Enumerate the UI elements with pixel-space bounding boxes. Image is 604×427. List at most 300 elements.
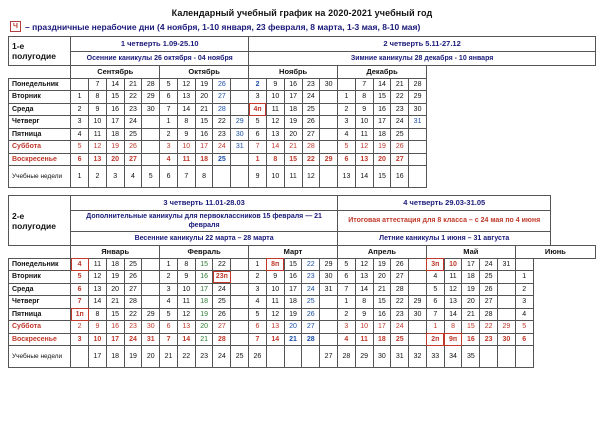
cell: 17 <box>195 141 213 154</box>
cell: 25 <box>302 296 320 309</box>
cell: 19 <box>373 141 391 154</box>
cell: 3 <box>337 321 355 334</box>
cell: 3 <box>71 116 89 129</box>
semester2-label: 2-е полугодие <box>9 196 71 246</box>
cell <box>409 333 427 346</box>
cell: 16 <box>106 103 124 116</box>
cell: 1 <box>426 321 444 334</box>
day-label-wednesday-2: Среда <box>9 283 71 296</box>
term3-note-2: Весенние каникулы 22 марта – 28 марта <box>71 231 338 246</box>
table-row <box>9 103 596 116</box>
cell: 13 <box>89 153 107 166</box>
cell: 30 <box>320 271 338 284</box>
table-row <box>9 321 596 334</box>
cell <box>320 103 338 116</box>
cell <box>533 321 551 334</box>
day-label-sunday: Воскресенье <box>9 153 71 166</box>
cell: 8п <box>266 258 284 271</box>
cell: 11 <box>355 333 373 346</box>
cell: 12 <box>177 308 195 321</box>
cell: 18 <box>373 128 391 141</box>
cell <box>409 153 427 166</box>
term3-note-1: Дополнительные каникулы для первоклассников 15 февраля — 21 февраля <box>71 210 338 231</box>
cell: 24 <box>124 333 142 346</box>
cell: 14 <box>355 166 373 188</box>
cell: 29 <box>231 116 249 129</box>
term1-note: Осенние каникулы 26 октября - 04 ноября <box>71 51 249 66</box>
semester1-month-row <box>9 66 596 79</box>
cell: 15 <box>284 153 302 166</box>
cell: 22 <box>213 258 231 271</box>
cell: 8 <box>266 153 284 166</box>
term4-title: 4 четверть 29.03-31.05 <box>337 196 550 211</box>
semester1-term-header-row <box>9 37 596 52</box>
cell: 19 <box>195 308 213 321</box>
cell: 17 <box>373 321 391 334</box>
cell: 22 <box>213 116 231 129</box>
cell: 22 <box>302 153 320 166</box>
month-november: Ноябрь <box>249 66 338 79</box>
cell: 4 <box>338 128 356 141</box>
cell: 16 <box>195 128 213 141</box>
cell: 7 <box>160 103 178 116</box>
cell: 10 <box>89 116 107 129</box>
cell: 6 <box>338 153 356 166</box>
cell <box>409 166 427 188</box>
cell: 7 <box>177 166 195 188</box>
cell: 24 <box>391 321 409 334</box>
cell <box>498 283 516 296</box>
cell: 27 <box>320 346 338 368</box>
day-label-tuesday-2: Вторник <box>9 271 71 284</box>
cell: 8 <box>177 116 195 129</box>
cell: 28 <box>391 283 409 296</box>
cell: 13 <box>266 128 284 141</box>
cell: 31 <box>320 283 338 296</box>
cell: 12 <box>89 271 107 284</box>
cell <box>231 166 249 188</box>
cell: 28 <box>213 333 231 346</box>
cell: 1 <box>515 271 533 284</box>
cell: 19 <box>106 141 124 154</box>
cell: 27 <box>213 321 231 334</box>
cell: 19 <box>462 283 480 296</box>
cell <box>320 308 338 321</box>
cell: 13 <box>338 166 356 188</box>
cell: 27 <box>124 153 142 166</box>
cell <box>533 296 551 309</box>
cell: 13 <box>177 91 195 104</box>
cell: 27 <box>124 283 142 296</box>
cell: 22 <box>124 308 142 321</box>
cell <box>231 271 249 284</box>
cell <box>426 78 595 91</box>
cell <box>231 258 249 271</box>
cell: 12 <box>355 258 373 271</box>
cell: 8 <box>89 91 107 104</box>
cell: 30 <box>320 78 338 91</box>
cell: 7 <box>89 78 107 91</box>
cell: 29 <box>142 91 160 104</box>
semester1-tail <box>426 66 595 79</box>
semester1-table <box>8 36 596 188</box>
cell: 24 <box>391 116 409 129</box>
semester2-table <box>8 195 596 368</box>
cell: 16 <box>284 78 302 91</box>
table-row <box>9 333 596 346</box>
cell <box>515 346 533 368</box>
month-september: Сентябрь <box>71 66 160 79</box>
semester1-label: 1-е полугодие <box>9 37 71 66</box>
cell <box>320 141 338 154</box>
cell: 30 <box>231 128 249 141</box>
cell <box>533 271 551 284</box>
cell: 5 <box>338 141 356 154</box>
cell: 6 <box>160 321 178 334</box>
cell: 18 <box>195 296 213 309</box>
cell: 9 <box>89 103 107 116</box>
cell: 2 <box>71 321 89 334</box>
cell: 6 <box>426 296 444 309</box>
semester1-corner <box>9 66 71 79</box>
cell <box>409 271 427 284</box>
cell <box>409 128 427 141</box>
cell: 11 <box>89 128 107 141</box>
cell <box>142 271 160 284</box>
cell: 14 <box>266 141 284 154</box>
cell: 30 <box>142 321 160 334</box>
cell: 1 <box>71 91 89 104</box>
cell: 21 <box>391 78 409 91</box>
weeks-label-2: Учебные недели <box>9 346 71 368</box>
page-title: Календарный учебный график на 2020-2021 учебный год <box>171 8 433 18</box>
cell: 2 <box>338 103 356 116</box>
cell <box>533 283 551 296</box>
cell: 25 <box>391 333 409 346</box>
cell <box>426 103 595 116</box>
cell: 10 <box>177 283 195 296</box>
cell: 9 <box>266 271 284 284</box>
cell: 23 <box>391 103 409 116</box>
cell: 5 <box>515 321 533 334</box>
cell: 25 <box>213 153 231 166</box>
cell: 3 <box>71 333 89 346</box>
cell: 4 <box>124 166 142 188</box>
cell: 27 <box>480 296 498 309</box>
cell: 26 <box>124 141 142 154</box>
cell: 3 <box>160 283 178 296</box>
cell: 34 <box>444 346 462 368</box>
cell: 25 <box>391 128 409 141</box>
cell: 5 <box>337 258 355 271</box>
cell: 15 <box>195 258 213 271</box>
cell: 1 <box>160 116 178 129</box>
cell: 29 <box>320 258 338 271</box>
table-row <box>9 78 596 91</box>
table-row <box>9 141 596 154</box>
cell: 5 <box>249 116 267 129</box>
cell: 24 <box>124 116 142 129</box>
cell: 31 <box>142 333 160 346</box>
cell: 4 <box>160 296 178 309</box>
cell <box>409 283 427 296</box>
term4-note-1: Итоговая аттестация для 8 класса – с 24 мая по 4 июня <box>337 210 550 231</box>
cell: 9 <box>249 166 267 188</box>
cell: 1 <box>338 91 356 104</box>
cell <box>498 296 516 309</box>
cell: 16 <box>106 321 124 334</box>
cell: 25 <box>124 258 142 271</box>
term4-note-2: Летние каникулы 1 июня – 31 августа <box>337 231 550 246</box>
cell: 6 <box>160 91 178 104</box>
cell: 20 <box>462 296 480 309</box>
cell <box>231 321 249 334</box>
cell: 2 <box>160 128 178 141</box>
cell: 9 <box>355 308 373 321</box>
cell: 14 <box>89 296 107 309</box>
cell: 18 <box>373 333 391 346</box>
cell: 19 <box>284 308 302 321</box>
cell: 7 <box>337 283 355 296</box>
cell <box>213 166 231 188</box>
cell: 11 <box>177 296 195 309</box>
cell: 19 <box>373 258 391 271</box>
cell: 9 <box>266 78 284 91</box>
cell: 11 <box>284 166 302 188</box>
cell <box>409 321 427 334</box>
cell: 19 <box>195 78 213 91</box>
cell: 10 <box>89 333 107 346</box>
cell: 16 <box>284 271 302 284</box>
cell: 11 <box>444 271 462 284</box>
cell <box>533 258 551 271</box>
cell: 21 <box>106 296 124 309</box>
cell: 17 <box>195 283 213 296</box>
cell <box>426 141 595 154</box>
cell: 21 <box>195 103 213 116</box>
cell: 18 <box>284 103 302 116</box>
cell: 1 <box>249 153 267 166</box>
cell <box>231 283 249 296</box>
cell: 12 <box>355 141 373 154</box>
cell: 2 <box>89 166 107 188</box>
cell: 18 <box>106 346 124 368</box>
cell: 17 <box>462 258 480 271</box>
cell: 30 <box>498 333 516 346</box>
cell: 12 <box>177 78 195 91</box>
cell: 6 <box>71 283 89 296</box>
cell: 30 <box>409 103 427 116</box>
cell <box>231 308 249 321</box>
cell: 13 <box>355 271 373 284</box>
cell: 22 <box>302 258 320 271</box>
cell: 28 <box>213 103 231 116</box>
cell: 23 <box>195 346 213 368</box>
cell <box>338 78 356 91</box>
cell: 5 <box>71 141 89 154</box>
cell: 6 <box>249 128 267 141</box>
month-january: Январь <box>71 246 160 259</box>
cell: 9 <box>89 321 107 334</box>
term2-title: 2 четверть 5.11-27.12 <box>249 37 596 52</box>
cell: 23 <box>213 128 231 141</box>
cell: 10 <box>355 321 373 334</box>
cell <box>533 346 551 368</box>
month-june: Июнь <box>515 246 595 259</box>
cell: 2 <box>249 78 267 91</box>
cell: 18 <box>106 128 124 141</box>
cell <box>320 333 338 346</box>
cell <box>320 116 338 129</box>
cell: 3 <box>338 116 356 129</box>
cell: 24 <box>213 346 231 368</box>
cell: 12 <box>302 166 320 188</box>
cell: 4 <box>71 128 89 141</box>
cell: 23 <box>302 271 320 284</box>
cell: 22 <box>177 346 195 368</box>
cell: 17 <box>373 116 391 129</box>
cell: 28 <box>409 78 427 91</box>
semester2-note-row-1 <box>9 210 596 231</box>
cell: 14 <box>106 78 124 91</box>
day-label-monday-2: Понедельник <box>9 258 71 271</box>
semester2-term-header-row <box>9 196 596 211</box>
cell: 19 <box>124 346 142 368</box>
cell: 31 <box>409 116 427 129</box>
cell: 3 <box>515 296 533 309</box>
cell <box>231 296 249 309</box>
cell: 7 <box>71 296 89 309</box>
cell: 30 <box>409 308 427 321</box>
cell: 14 <box>355 283 373 296</box>
cell: 2 <box>249 271 267 284</box>
cell: 4 <box>426 271 444 284</box>
table-row <box>9 116 596 129</box>
cell: 8 <box>444 321 462 334</box>
cell: 26 <box>302 116 320 129</box>
cell: 30 <box>373 346 391 368</box>
cell: 17 <box>284 283 302 296</box>
cell: 26 <box>302 308 320 321</box>
cell <box>426 116 595 129</box>
cell: 10 <box>355 116 373 129</box>
day-label-sunday-2: Воскресенье <box>9 333 71 346</box>
month-may: Май <box>426 246 515 259</box>
cell <box>142 116 160 129</box>
cell: 13 <box>266 321 284 334</box>
cell <box>480 346 498 368</box>
cell: 3 <box>249 283 267 296</box>
cell: 13 <box>355 153 373 166</box>
cell: 35 <box>462 346 480 368</box>
cell: 14 <box>266 333 284 346</box>
cell: 11 <box>266 296 284 309</box>
cell: 7 <box>160 333 178 346</box>
cell: 1 <box>249 258 267 271</box>
cell: 14 <box>177 103 195 116</box>
table-row <box>9 258 596 271</box>
cell: 26 <box>124 271 142 284</box>
weeks-row <box>9 166 596 188</box>
cell: 8 <box>355 91 373 104</box>
cell <box>231 91 249 104</box>
cell <box>320 91 338 104</box>
table-row <box>9 91 596 104</box>
cell: 18 <box>462 271 480 284</box>
cell: 18 <box>195 153 213 166</box>
cell: 10 <box>266 166 284 188</box>
cell: 9 <box>177 128 195 141</box>
cell: 6 <box>337 271 355 284</box>
cell <box>231 153 249 166</box>
cell: 7 <box>426 308 444 321</box>
cell: 11 <box>177 153 195 166</box>
cell: 24 <box>302 283 320 296</box>
cell: 21 <box>284 333 302 346</box>
cell: 15 <box>106 308 124 321</box>
cell: 24 <box>302 91 320 104</box>
day-label-thursday: Четверг <box>9 116 71 129</box>
cell: 5 <box>426 283 444 296</box>
cell <box>320 166 338 188</box>
cell <box>498 308 516 321</box>
cell: 7 <box>355 78 373 91</box>
cell <box>142 141 160 154</box>
cell: 22 <box>480 321 498 334</box>
cell: 23п <box>213 271 231 284</box>
cell <box>426 153 595 166</box>
cell <box>142 128 160 141</box>
cell <box>409 141 427 154</box>
cell: 9 <box>355 103 373 116</box>
cell: 21 <box>160 346 178 368</box>
cell: 9п <box>444 333 462 346</box>
cell: 27 <box>391 271 409 284</box>
cell <box>426 91 595 104</box>
cell: 29 <box>320 153 338 166</box>
cell: 26 <box>249 346 267 368</box>
cell: 27 <box>391 153 409 166</box>
cell: 1 <box>71 166 89 188</box>
cell <box>320 321 338 334</box>
cell: 28 <box>302 333 320 346</box>
cell: 2п <box>426 333 444 346</box>
cell: 4 <box>515 308 533 321</box>
cell: 28 <box>337 346 355 368</box>
cell: 8 <box>195 166 213 188</box>
cell: 25 <box>213 296 231 309</box>
cell: 5 <box>160 78 178 91</box>
cell: 20 <box>106 283 124 296</box>
cell: 2 <box>71 103 89 116</box>
cell: 12 <box>266 116 284 129</box>
semester2-note-row-2 <box>9 231 596 246</box>
cell: 13 <box>89 283 107 296</box>
cell: 25 <box>302 103 320 116</box>
cell: 8 <box>355 296 373 309</box>
cell: 20 <box>373 153 391 166</box>
cell: 20 <box>284 128 302 141</box>
cell <box>231 103 249 116</box>
cell: 12 <box>89 141 107 154</box>
month-march: Март <box>249 246 338 259</box>
cell: 5 <box>249 308 267 321</box>
cell: 24 <box>213 283 231 296</box>
cell: 26 <box>213 308 231 321</box>
day-label-monday: Понедельник <box>9 78 71 91</box>
day-label-friday: Пятница <box>9 128 71 141</box>
cell: 21 <box>373 283 391 296</box>
